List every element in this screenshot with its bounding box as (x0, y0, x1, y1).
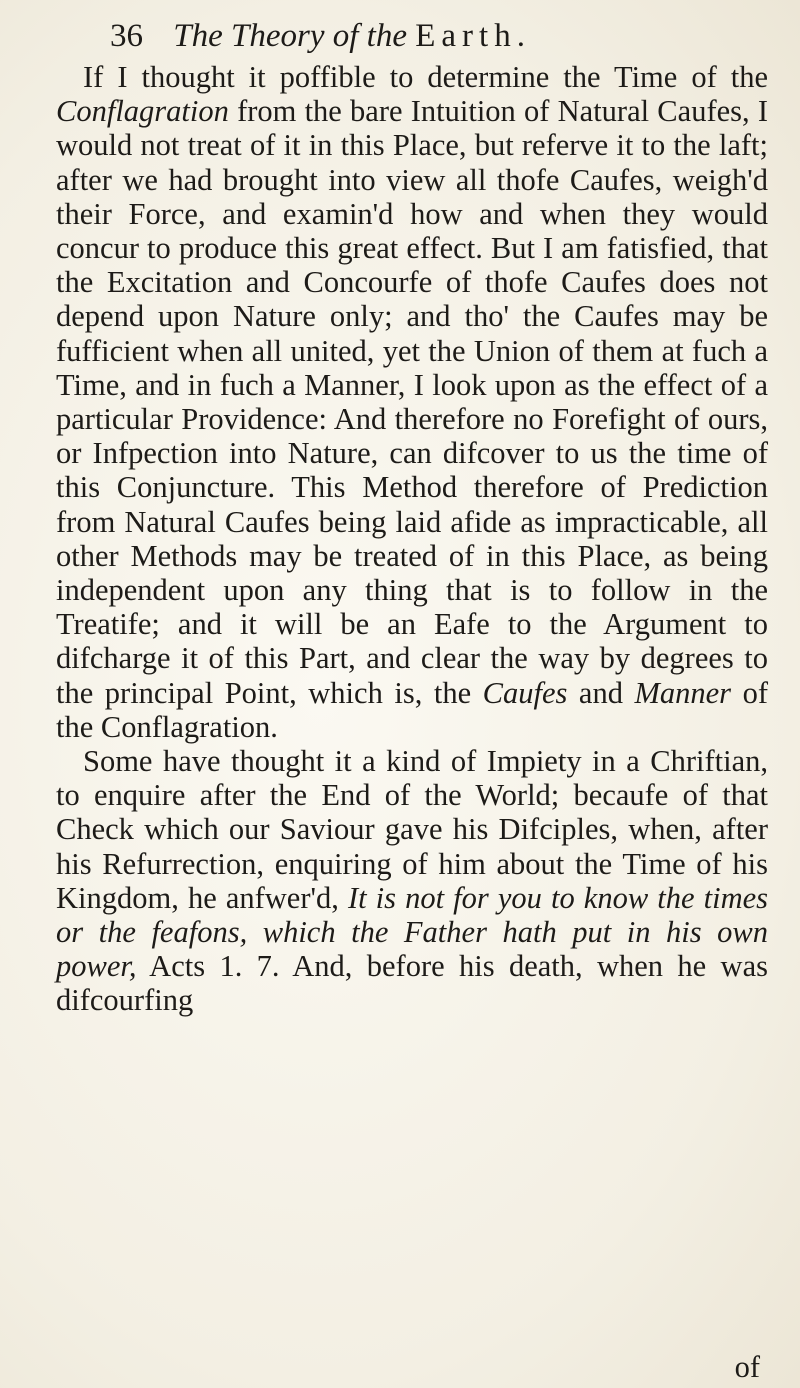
running-header (110, 12, 730, 60)
running-title-earth: Earth. (415, 18, 531, 54)
paragraph-1 (56, 60, 768, 744)
italic-segment: Manner (634, 675, 732, 710)
body-text (56, 60, 768, 1018)
italic-segment: It is not for you to know the times or the feafons, which the Father hath put in his own power, (56, 880, 769, 984)
text-segment: Acts 1. 7. And, before his death, when he was difcourfing (56, 949, 768, 1018)
catchword: of (734, 1350, 760, 1384)
text-segment: of the Conflagration. (56, 675, 768, 744)
text-segment: and (567, 675, 635, 710)
italic-segment: Conflagration (56, 94, 229, 129)
text-segment: from the bare Intuition of Natural Caufes, I would not treat of it in this Place, but referve it to the laft; after we had brought into view all thofe Caufes, weigh'd their Force, and examin'd how and when they would concur to produce this great effect. But I am fatisfied, that the Excitation and Concourfe of thofe Caufes does not depend upon Nature only; and tho' the Caufes may be fufficient when all united, yet the Union of them at fuch a Time, and in fuch a Manner, I look upon as the effect of a particular Providence: And therefore no Forefight of ours, or Infpection into Nature, can difcover to us the time of this Conjuncture. This Method therefore of Prediction from Natural Caufes being laid afide as impracticable, all other Methods may be treated of in this Place, as being independent upon any thing that is to follow in the Treatife; and it will be an Eafe to the Argument to difcharge it of this Part, and clear the way by degrees to the principal Point, which is, the (56, 94, 768, 710)
paragraph-2 (56, 744, 768, 1018)
page-number: 36 (110, 18, 143, 54)
text-segment: Some have thought it a kind of Impiety in a Chriftian, to enquire after the End of the World; becaufe of that Check which our Saviour gave his Difciples, when, after his Refurrection, enquiring of him about the Time of his Kingdom, he anfwer'd, (56, 744, 768, 915)
text-segment: If I thought it poffible to determine the Time of the (83, 60, 768, 94)
running-title: The Theory of the (173, 18, 407, 54)
italic-segment: Caufes (482, 675, 568, 710)
